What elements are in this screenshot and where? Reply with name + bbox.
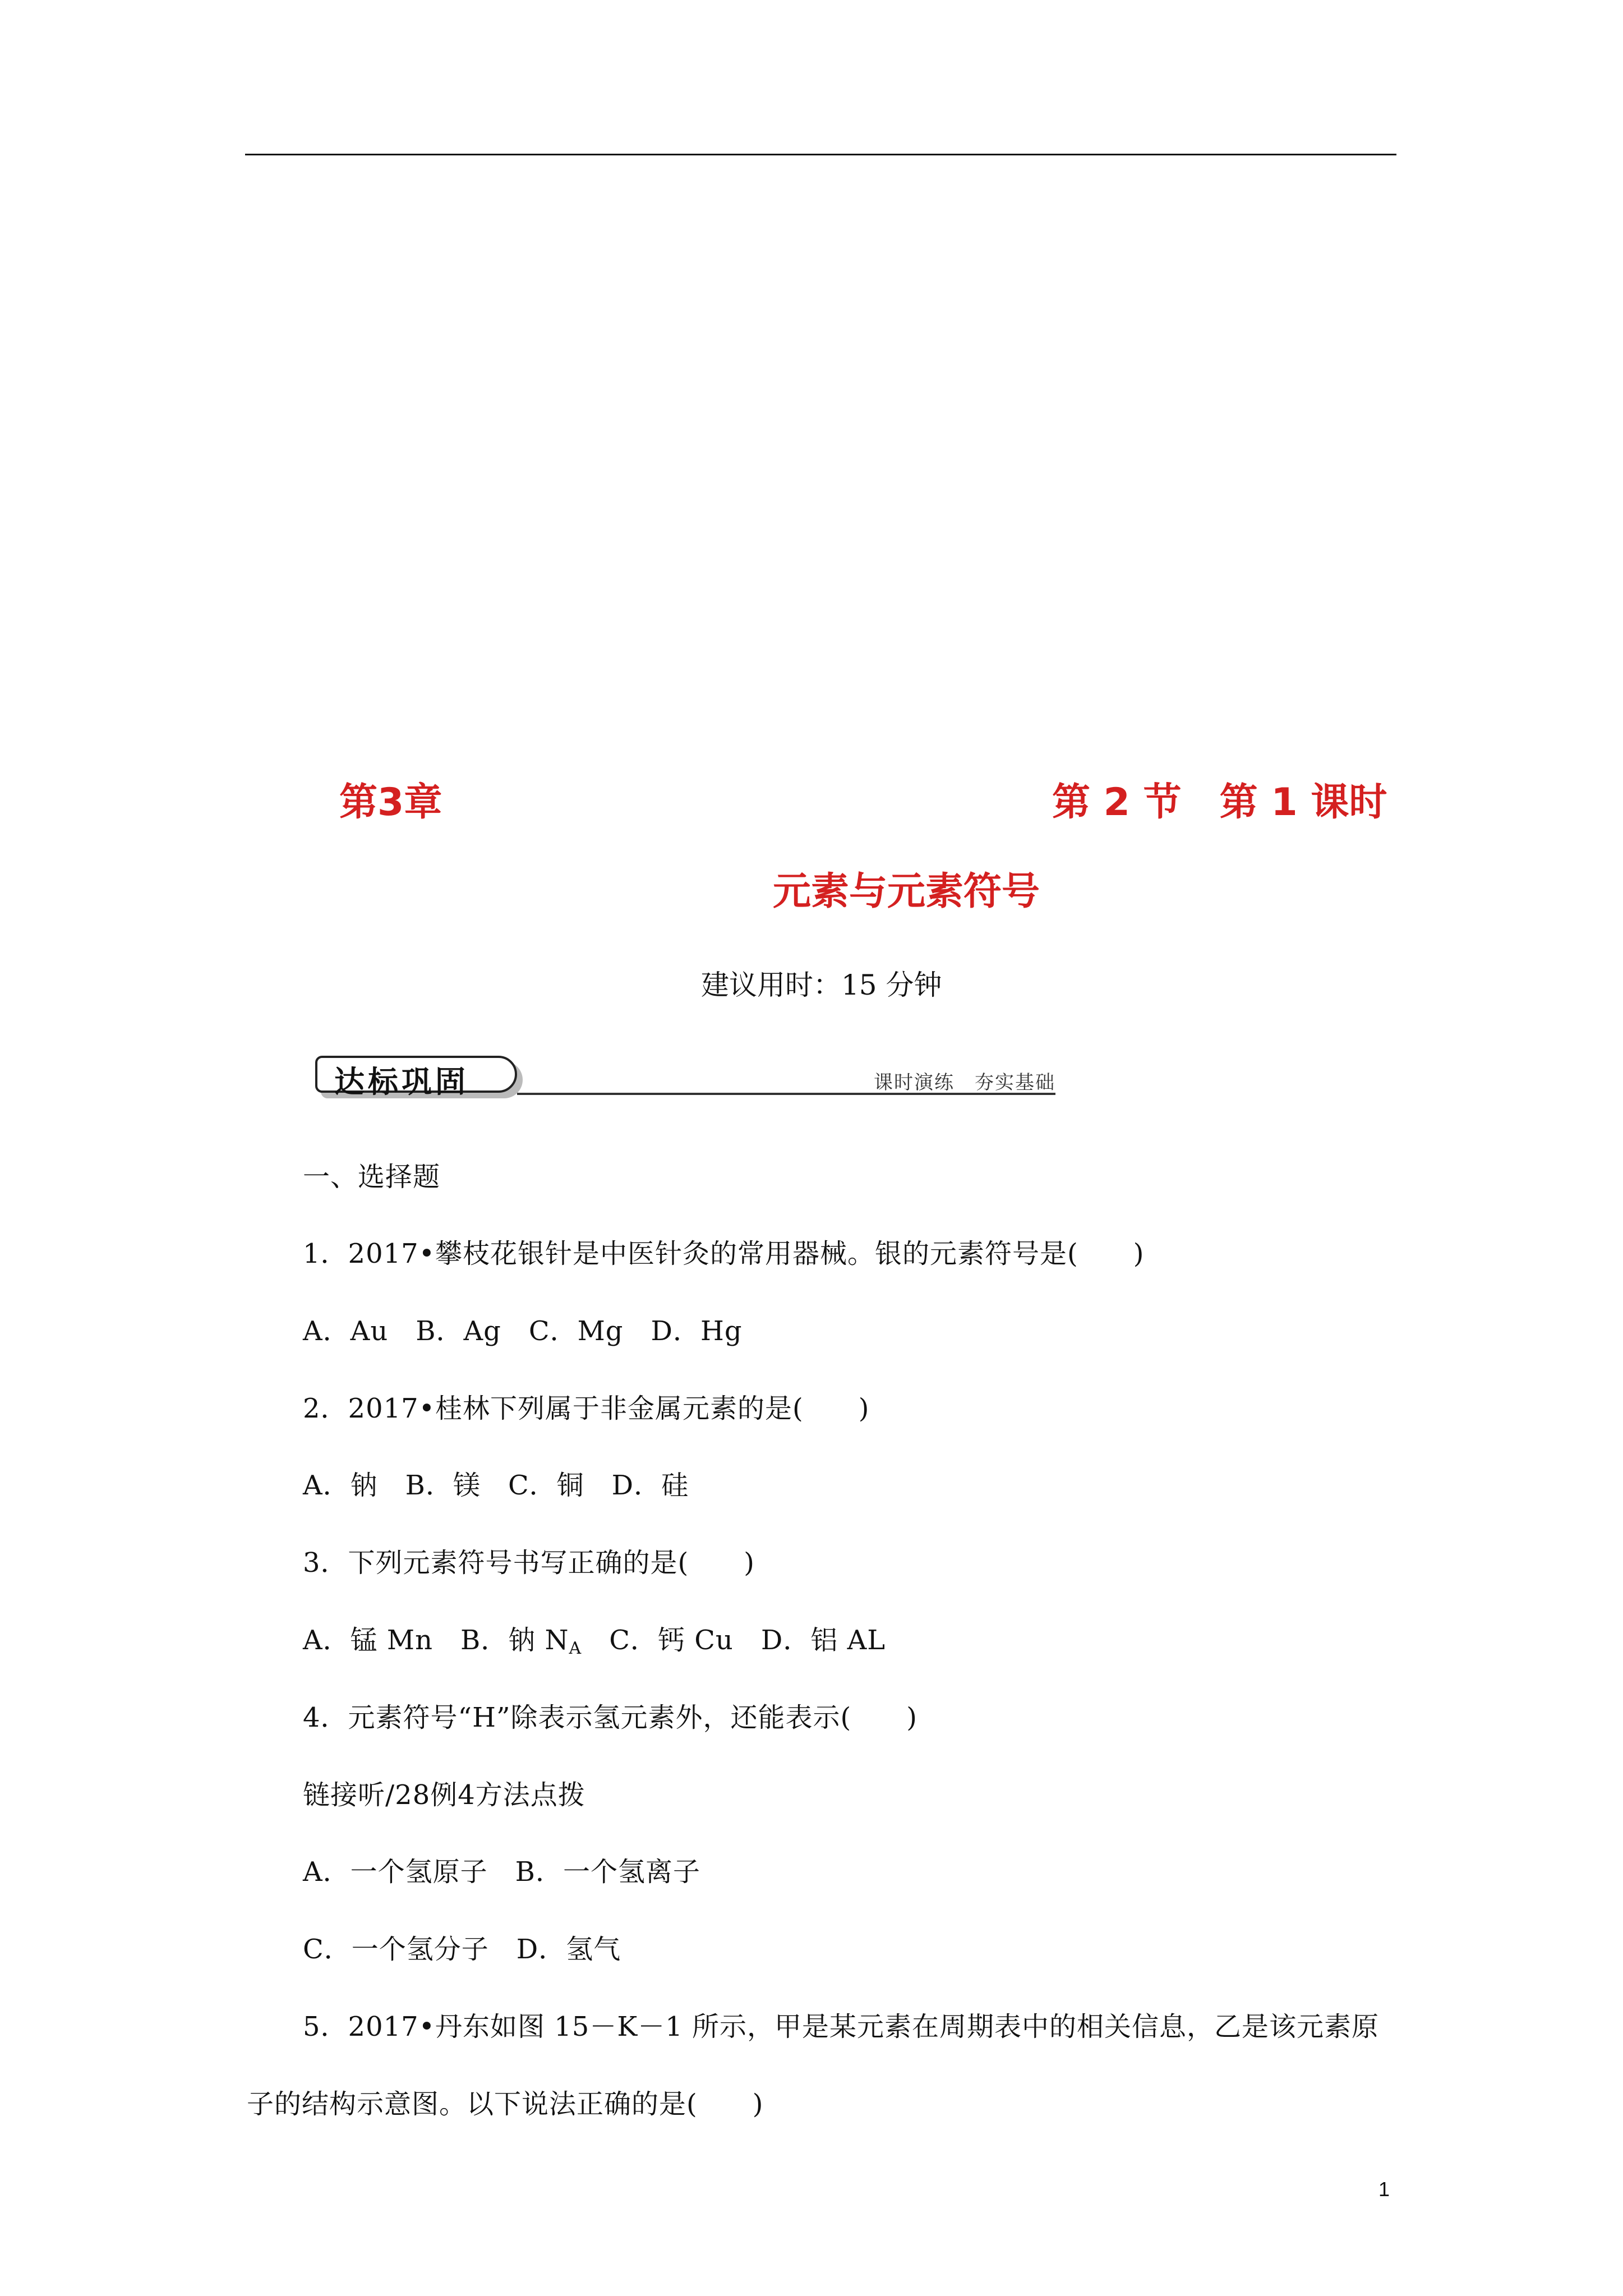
question-1-stem: 1．2017•攀枝花银针是中医针灸的常用器械。银的元素符号是( ) (303, 1238, 1145, 1269)
header-rule (245, 154, 1396, 155)
banner-label: 达标巩固 (334, 1064, 469, 1099)
question-1-options: A．Au B．Ag C．Mg D．Hg (303, 1315, 743, 1347)
question-5-stem-line2: 子的结构示意图。以下说法正确的是( ) (247, 2088, 764, 2120)
question-2-stem: 2．2017•桂林下列属于非金属元素的是( ) (303, 1393, 870, 1424)
question-3-stem: 3．下列元素符号书写正确的是( ) (303, 1547, 755, 1579)
question-4-stem: 4．元素符号“H”除表示氢元素外，还能表示( ) (303, 1702, 917, 1733)
chapter-label: 第3章 (339, 780, 442, 825)
question-3-options (303, 1618, 886, 1658)
question-3-options-part2: C．钙 Cu D．铝 AL (582, 1625, 886, 1656)
page-title: 元素与元素符号 (773, 869, 1040, 914)
part-heading: 一、选择题 (303, 1161, 441, 1193)
question-4-options-2: C．一个氢分子 D．氢气 (303, 1934, 621, 1965)
question-3-options-part1: A．锰 Mn B．钠 N (303, 1625, 569, 1656)
page-number: 1 (1378, 2178, 1390, 2201)
question-3-subscript: A (569, 1639, 582, 1658)
question-2-options: A．钠 B．镁 C．铜 D．硅 (303, 1470, 689, 1501)
suggested-time: 建议用时：15 分钟 (701, 969, 942, 1001)
question-4-link: 链接听/28例4方法点拨 (303, 1779, 585, 1811)
section-label: 第 2 节 第 1 课时 (1052, 780, 1387, 825)
question-4-options-1: A．一个氢原子 B．一个氢离子 (303, 1856, 700, 1888)
section-banner (315, 1051, 1055, 1102)
question-5-stem-line1: 5．2017•丹东如图 15－K－1 所示，甲是某元素在周期表中的相关信息，乙是该元素原 (303, 2011, 1380, 2042)
banner-tagline: 课时演练 夯实基础 (874, 1071, 1055, 1094)
